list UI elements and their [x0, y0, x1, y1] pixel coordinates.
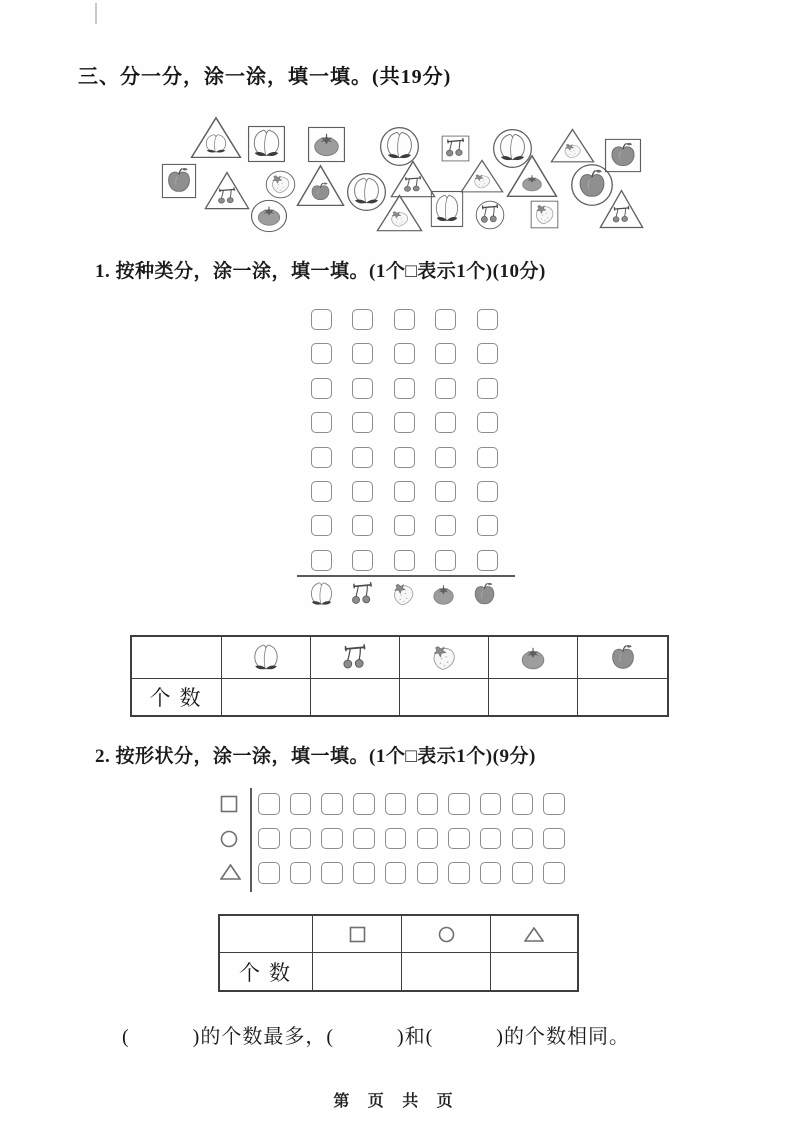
- circle-outline-icon: [570, 163, 614, 207]
- tally-box: [435, 447, 456, 468]
- tally-box: [394, 309, 415, 330]
- tally-box: [480, 828, 502, 850]
- tomato-icon: [523, 175, 542, 191]
- tally-box: [352, 378, 373, 399]
- scatter-item-triangle-apple: [296, 164, 345, 208]
- triangle-outline-icon: [390, 160, 436, 199]
- circle-icon: [438, 926, 455, 943]
- header-cherry-cell: [310, 637, 399, 678]
- tally-box: [543, 793, 565, 815]
- triangle-outline-icon: [204, 171, 250, 211]
- count-value-cell: [401, 952, 490, 990]
- tally-box: [352, 481, 373, 502]
- count-value-cell: [310, 678, 399, 715]
- triangle-outline-icon: [506, 154, 558, 199]
- header-square-cell: [312, 916, 401, 952]
- row-label-square: [220, 795, 238, 818]
- triangle-icon: [220, 864, 241, 880]
- tally-box: [477, 412, 498, 433]
- tally-box: [258, 828, 280, 850]
- tally-box: [290, 828, 312, 850]
- tally-box: [353, 793, 375, 815]
- tally-box: [385, 828, 407, 850]
- tally-box: [353, 862, 375, 884]
- circle-outline-icon: [379, 126, 420, 167]
- square-outline-icon: [247, 125, 286, 163]
- tally-box: [512, 828, 534, 850]
- circle-outline-icon: [492, 128, 533, 169]
- tally-box: [352, 309, 373, 330]
- legend-strawberry: [390, 581, 417, 613]
- tally-box: [385, 793, 407, 815]
- q2-count-table: [218, 914, 579, 992]
- cherry-icon: [446, 138, 463, 156]
- tally-box: [477, 481, 498, 502]
- cherry-icon: [613, 206, 629, 222]
- tally-box: [394, 412, 415, 433]
- cherry-icon: [481, 204, 498, 222]
- triangle-outline-icon: [190, 116, 242, 160]
- triangle-outline-icon: [460, 159, 504, 194]
- scatter-item-triangle-cherry: [599, 189, 644, 230]
- question-1-title: 1. 按种类分，涂一涂，填一填。(1个□表示1个)(10分): [95, 261, 546, 282]
- tally-box: [290, 862, 312, 884]
- tally-box: [512, 862, 534, 884]
- tally-box: [290, 793, 312, 815]
- fill-in-sentence: ( )的个数最多，( )和( )的个数相同。: [122, 1026, 630, 1048]
- tally-box: [311, 515, 332, 536]
- scatter-item-circle-peach: [492, 128, 533, 169]
- circle-outline-icon: [265, 170, 296, 199]
- scatter-item-square-tomato: [307, 126, 346, 163]
- tally-box: [480, 862, 502, 884]
- scatter-item-circle-strawberry: [265, 170, 296, 199]
- scatter-item-square-peach: [247, 125, 286, 163]
- scatter-item-circle-peach: [346, 172, 387, 212]
- scatter-item-square-apple: [604, 138, 642, 173]
- scatter-item-square-cherry: [441, 135, 470, 162]
- tally-box: [394, 550, 415, 571]
- scatter-item-square-apple: [161, 163, 197, 199]
- circle-outline-icon: [346, 172, 387, 212]
- tally-box: [311, 412, 332, 433]
- tally-box: [258, 793, 280, 815]
- square-outline-icon: [307, 126, 346, 163]
- tally-box: [477, 447, 498, 468]
- tally-box: [417, 828, 439, 850]
- tally-box: [311, 550, 332, 571]
- tomato-icon: [315, 134, 339, 156]
- triangle-outline-icon: [296, 164, 345, 208]
- tally-box: [352, 447, 373, 468]
- tally-box: [435, 378, 456, 399]
- cherry-icon: [218, 187, 234, 203]
- scatter-item-triangle-tomato: [506, 154, 558, 199]
- count-value-cell: [490, 952, 577, 990]
- scatter-item-circle-apple: [570, 163, 614, 207]
- cherry-icon: [340, 643, 370, 673]
- tally-box: [477, 550, 498, 571]
- scatter-item-triangle-strawberry: [376, 194, 423, 233]
- table-corner-cell: [220, 916, 312, 952]
- circle-outline-icon: [475, 200, 505, 230]
- scatter-item-square-strawberry: [530, 200, 559, 229]
- scatter-item-circle-tomato: [250, 199, 288, 233]
- header-apple-cell: [577, 637, 667, 678]
- triangle-icon: [524, 927, 544, 942]
- strawberry-icon: [390, 581, 417, 608]
- tally-box: [352, 515, 373, 536]
- apple-icon: [612, 143, 634, 166]
- tally-box: [448, 793, 470, 815]
- circle-icon: [220, 830, 238, 848]
- table-corner-cell: [132, 637, 221, 678]
- strawberry-icon: [536, 205, 553, 224]
- tally-box: [477, 309, 498, 330]
- tally-box: [477, 515, 498, 536]
- tally-box: [477, 343, 498, 364]
- square-outline-icon: [604, 138, 642, 173]
- apple-icon: [608, 643, 638, 673]
- tally-box: [448, 862, 470, 884]
- circle-outline-icon: [250, 199, 288, 233]
- tally-box: [417, 862, 439, 884]
- square-outline-icon: [161, 163, 197, 199]
- scatter-item-triangle-strawberry: [460, 159, 504, 194]
- tally-box: [435, 515, 456, 536]
- question-2-title: 2. 按形状分，涂一涂，填一填。(1个□表示1个)(9分): [95, 746, 536, 767]
- peach-icon: [436, 195, 457, 221]
- peach-icon: [254, 130, 278, 156]
- square-icon: [349, 926, 366, 943]
- count-label-cell: [220, 952, 312, 990]
- strawberry-icon: [429, 643, 459, 673]
- legend-peach: [308, 581, 335, 613]
- triangle-outline-icon: [376, 194, 423, 233]
- tally-box: [311, 481, 332, 502]
- strawberry-icon: [392, 212, 408, 227]
- tally-box: [352, 550, 373, 571]
- q1-count-table: [130, 635, 669, 717]
- square-outline-icon: [530, 200, 559, 229]
- scatter-item-square-peach: [430, 190, 464, 228]
- tally-box: [394, 378, 415, 399]
- header-triangle-cell: [490, 916, 577, 952]
- peach-icon: [355, 178, 379, 203]
- tally-box: [352, 412, 373, 433]
- peach-icon: [251, 643, 281, 673]
- tally-box: [543, 828, 565, 850]
- tally-box: [435, 481, 456, 502]
- legend-cherry: [349, 581, 376, 613]
- count-value-cell: [221, 678, 310, 715]
- legend-tomato: [430, 581, 457, 613]
- triangle-outline-icon: [550, 128, 595, 164]
- tally-box: [512, 793, 534, 815]
- tomato-icon: [258, 207, 279, 226]
- tally-box: [311, 378, 332, 399]
- tally-box: [352, 343, 373, 364]
- cherry-icon: [349, 581, 376, 608]
- apple-icon: [169, 168, 190, 191]
- tally-box: [321, 862, 343, 884]
- count-label-cell: [132, 678, 221, 715]
- scatter-item-triangle-strawberry: [550, 128, 595, 164]
- tally-box: [311, 447, 332, 468]
- page-footer: 第 页 共 页: [333, 1093, 460, 1110]
- tomato-icon: [430, 581, 457, 608]
- count-value-cell: [577, 678, 667, 715]
- legend-apple: [471, 581, 498, 613]
- tally-box: [394, 481, 415, 502]
- scatter-item-circle-cherry: [475, 200, 505, 230]
- tally-box: [543, 862, 565, 884]
- scatter-item-triangle-peach: [190, 116, 242, 160]
- peach-icon: [308, 581, 335, 608]
- peach-icon: [388, 132, 412, 158]
- tally-box: [435, 309, 456, 330]
- tally-box: [477, 378, 498, 399]
- square-outline-icon: [441, 135, 470, 162]
- tally-box: [394, 343, 415, 364]
- count-value-cell: [312, 952, 401, 990]
- row-label-circle: [220, 830, 238, 853]
- tally-box: [353, 828, 375, 850]
- page-margin-tick: [95, 3, 97, 24]
- strawberry-icon: [565, 144, 580, 158]
- peach-icon: [501, 134, 525, 160]
- tally-box: [321, 828, 343, 850]
- tally-box: [435, 550, 456, 571]
- row-label-triangle: [220, 864, 241, 885]
- tally-box: [311, 343, 332, 364]
- q2-vertical-divider: [250, 788, 252, 892]
- tally-box: [394, 515, 415, 536]
- tally-box: [258, 862, 280, 884]
- count-label: 个数: [239, 960, 299, 985]
- apple-icon: [580, 170, 604, 197]
- header-tomato-cell: [488, 637, 577, 678]
- tally-box: [448, 828, 470, 850]
- header-strawberry-cell: [399, 637, 488, 678]
- tally-box: [417, 793, 439, 815]
- peach-icon: [206, 135, 225, 153]
- cherry-icon: [404, 176, 420, 191]
- tally-box: [311, 309, 332, 330]
- scatter-item-triangle-cherry: [390, 160, 436, 199]
- section-title: 三、分一分，涂一涂，填一填。(共19分): [78, 66, 452, 88]
- tomato-icon: [518, 643, 548, 673]
- tally-box: [435, 412, 456, 433]
- count-label: 个数: [149, 686, 210, 710]
- apple-icon: [471, 581, 498, 608]
- scatter-item-circle-peach: [379, 126, 420, 167]
- count-value-cell: [399, 678, 488, 715]
- header-peach-cell: [221, 637, 310, 678]
- strawberry-icon: [475, 175, 490, 188]
- q1-grid-underline: [297, 575, 515, 577]
- triangle-outline-icon: [599, 189, 644, 230]
- apple-icon: [312, 183, 329, 200]
- tally-box: [385, 862, 407, 884]
- tally-box: [435, 343, 456, 364]
- scatter-item-triangle-cherry: [204, 171, 250, 211]
- tally-box: [321, 793, 343, 815]
- tally-box: [394, 447, 415, 468]
- strawberry-icon: [272, 176, 288, 193]
- tally-box: [480, 793, 502, 815]
- header-circle-cell: [401, 916, 490, 952]
- count-value-cell: [488, 678, 577, 715]
- square-outline-icon: [430, 190, 464, 228]
- square-icon: [220, 795, 238, 813]
